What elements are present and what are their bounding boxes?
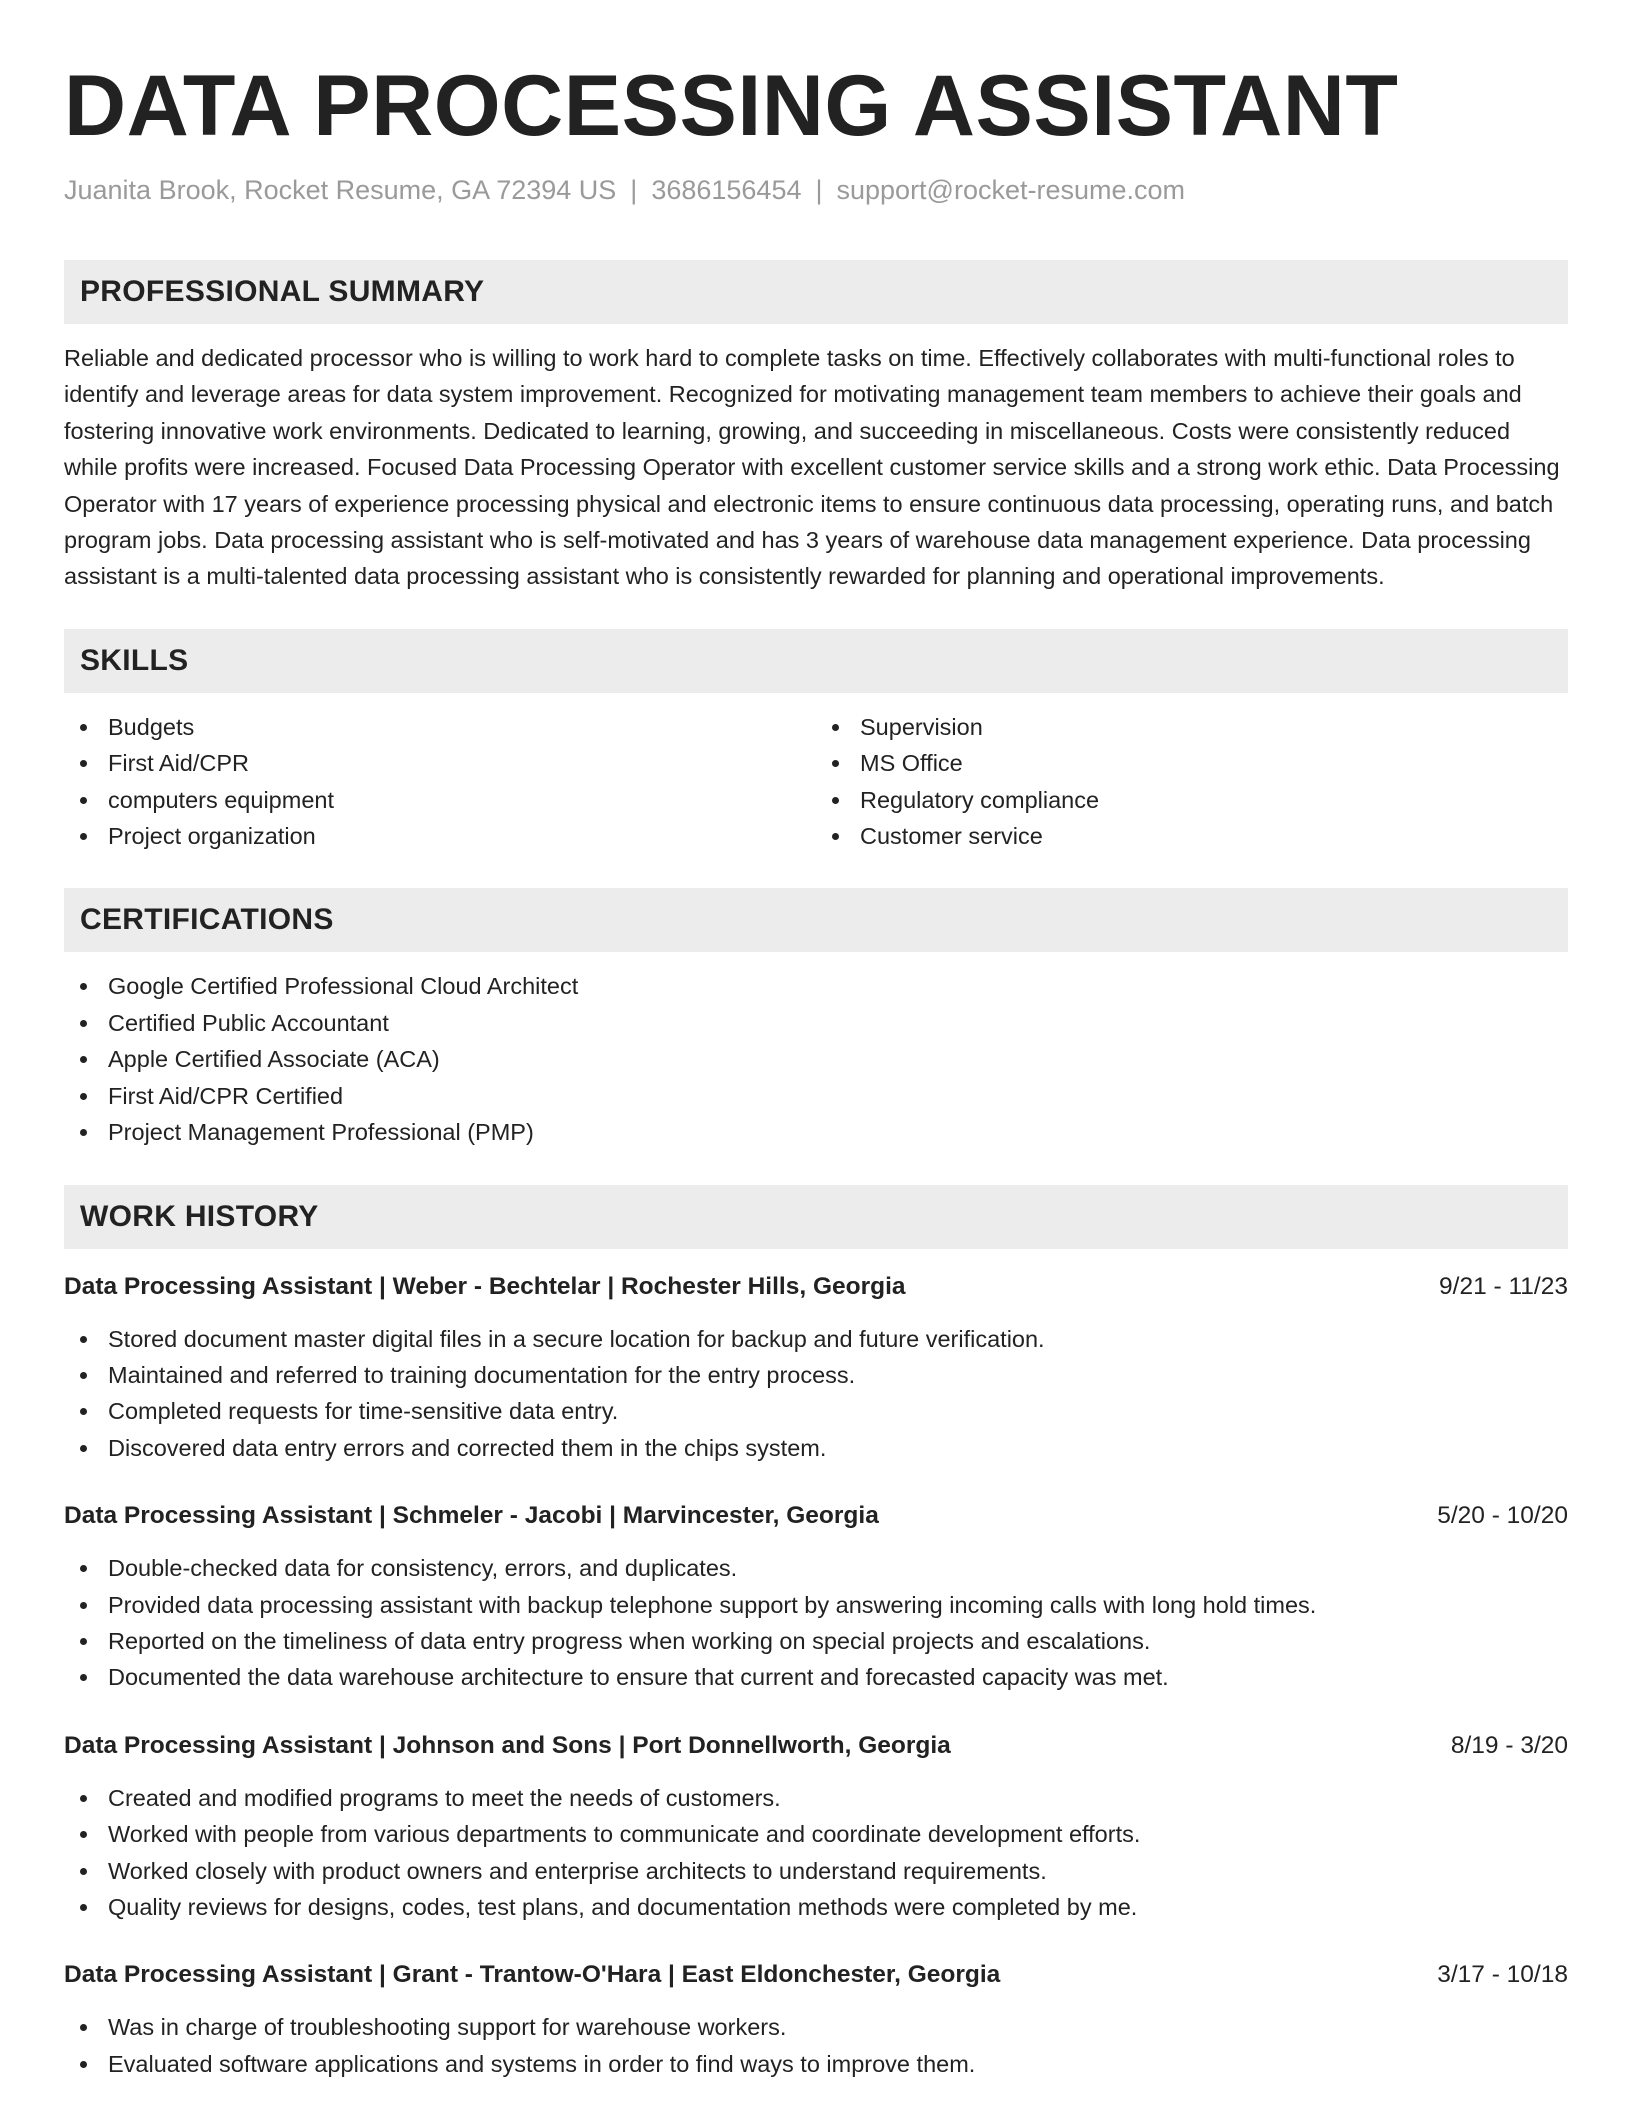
contact-line [64, 172, 1568, 208]
job-header [64, 1957, 1568, 1993]
resume-title: DATA PROCESSING ASSISTANT [64, 58, 1399, 154]
job-bullets [64, 1550, 1568, 1696]
job-bullets [64, 1321, 1568, 1467]
job-title: Data Processing Assistant | Grant - Trantow-O'Hara | East Eldonchester, Georgia [64, 1961, 1001, 1989]
list-item: Google Certified Professional Cloud Architect [64, 968, 1568, 1004]
skills-grid [64, 709, 1568, 855]
job-header [64, 1728, 1568, 1764]
list-item: Apple Certified Associate (ACA) [64, 1041, 1568, 1077]
section-heading-certifications: CERTIFICATIONS [64, 888, 1568, 952]
list-item: Stored document master digital files in a secure location for backup and future verification. [64, 1321, 1568, 1357]
contact-phone: 3686156454 [651, 175, 802, 205]
section-heading-skills: SKILLS [64, 629, 1568, 693]
job-bullets [64, 2009, 1568, 2082]
list-item: Worked closely with product owners and enterprise architects to understand requirements. [64, 1853, 1568, 1889]
list-item: Double-checked data for consistency, errors, and duplicates. [64, 1550, 1568, 1586]
list-item: Provided data processing assistant with backup telephone support by answering incoming calls with long hold times. [64, 1587, 1568, 1623]
job-header [64, 1269, 1568, 1305]
list-item: Regulatory compliance [816, 782, 1568, 818]
job-entry [64, 1728, 1568, 1926]
job-entry [64, 1498, 1568, 1696]
list-item: Completed requests for time-sensitive data entry. [64, 1393, 1568, 1429]
contact-email: support@rocket-resume.com [836, 175, 1186, 205]
job-dates: 3/17 - 10/18 [1437, 1961, 1568, 1989]
certifications-list [64, 968, 1568, 1150]
skills-list-right [816, 709, 1568, 855]
list-item: Worked with people from various departments to communicate and coordinate development efforts. [64, 1816, 1568, 1852]
list-item: Maintained and referred to training documentation for the entry process. [64, 1357, 1568, 1393]
contact-address: Juanita Brook, Rocket Resume, GA 72394 US [64, 175, 617, 205]
skills-column-right [816, 709, 1568, 855]
job-title: Data Processing Assistant | Schmeler - Jacobi | Marvincester, Georgia [64, 1502, 879, 1530]
job-title: Data Processing Assistant | Weber - Bechtelar | Rochester Hills, Georgia [64, 1272, 906, 1300]
section-heading-summary: PROFESSIONAL SUMMARY [64, 260, 1568, 324]
job-entry [64, 1957, 1568, 2082]
skills-column-left [64, 709, 816, 855]
section-heading-work-history: WORK HISTORY [64, 1185, 1568, 1249]
list-item: First Aid/CPR Certified [64, 1078, 1568, 1114]
list-item: Evaluated software applications and systems in order to find ways to improve them. [64, 2046, 1568, 2082]
list-item: Quality reviews for designs, codes, test plans, and documentation methods were completed by me. [64, 1889, 1568, 1925]
list-item: Budgets [64, 709, 816, 745]
contact-separator: | [630, 175, 638, 205]
summary-text: Reliable and dedicated processor who is willing to work hard to complete tasks on time. Effectively collaborates with multi-functional roles to identify and leverage areas for data system improvement. Recognized for motivating management team members to achieve their goals and fostering innovative work environments. Dedicated to learning, growing, and succeeding in miscellaneous. Costs were consistently reduced while profits were increased. Focused Data Processing Operator with excellent customer service skills and a strong work ethic. Data Processing Operator with 17 years of experience processing physical and electronic items to ensure continuous data processing, operating runs, and batch program jobs. Data processing assistant who is self-motivated and has 3 years of warehouse data management experience. Data processing assistant is a multi-talented data processing assistant who is consistently rewarded for planning and operational improvements. [64, 345, 1560, 590]
list-item: Discovered data entry errors and corrected them in the chips system. [64, 1430, 1568, 1466]
job-dates: 8/19 - 3/20 [1450, 1731, 1568, 1759]
job-title: Data Processing Assistant | Johnson and Sons | Port Donnellworth, Georgia [64, 1731, 951, 1759]
job-bullets [64, 1780, 1568, 1926]
list-item: Created and modified programs to meet the needs of customers. [64, 1780, 1568, 1816]
list-item: Project Management Professional (PMP) [64, 1114, 1568, 1150]
list-item: Project organization [64, 818, 816, 854]
job-entry [64, 1269, 1568, 1467]
list-item: MS Office [816, 745, 1568, 781]
job-dates: 9/21 - 11/23 [1439, 1272, 1568, 1300]
list-item: Documented the data warehouse architecture to ensure that current and forecasted capacity was met. [64, 1659, 1568, 1695]
list-item: Certified Public Accountant [64, 1005, 1568, 1041]
job-dates: 5/20 - 10/20 [1437, 1502, 1568, 1530]
job-header [64, 1498, 1568, 1534]
list-item: computers equipment [64, 782, 816, 818]
list-item: Customer service [816, 818, 1568, 854]
list-item: Reported on the timeliness of data entry progress when working on special projects and escalations. [64, 1623, 1568, 1659]
list-item: Supervision [816, 709, 1568, 745]
list-item: First Aid/CPR [64, 745, 816, 781]
list-item: Was in charge of troubleshooting support for warehouse workers. [64, 2009, 1568, 2045]
skills-list-left [64, 709, 816, 855]
contact-separator: | [815, 175, 823, 205]
